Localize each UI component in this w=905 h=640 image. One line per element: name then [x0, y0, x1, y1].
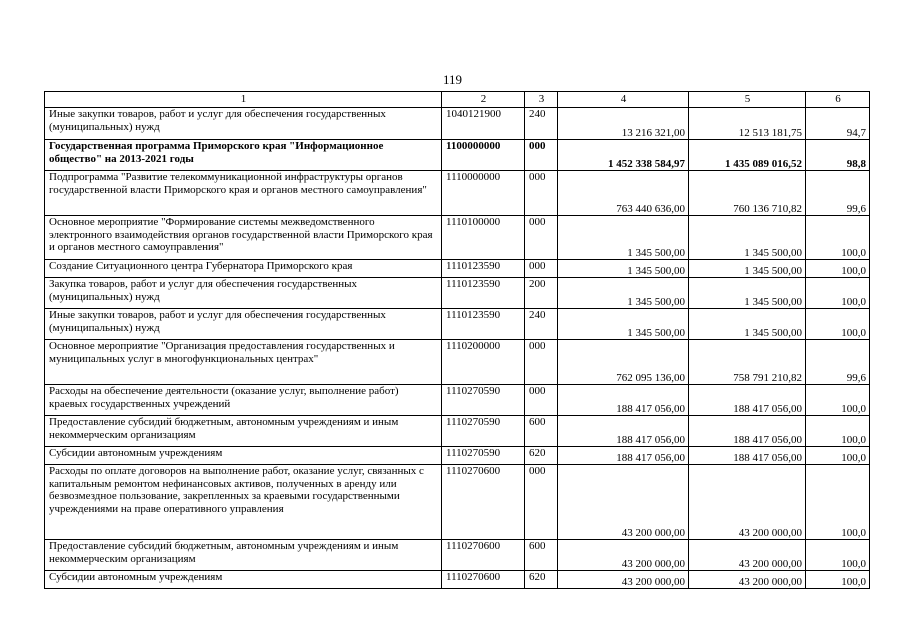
row-plan-cell: 43 200 000,00: [558, 540, 689, 571]
row-percent-cell: 100,0: [806, 571, 870, 589]
row-percent-cell: 94,7: [806, 108, 870, 140]
table-row: [45, 216, 870, 260]
row-type-cell: 000: [525, 216, 558, 260]
header-cell-2: 2: [442, 92, 525, 108]
row-percent-cell: 100,0: [806, 216, 870, 260]
row-fact-cell: 188 417 056,00: [689, 447, 806, 465]
row-type-cell: 000: [525, 260, 558, 278]
row-percent-cell: 98,8: [806, 140, 870, 171]
row-type-cell: 000: [525, 385, 558, 416]
row-percent-cell: 100,0: [806, 447, 870, 465]
header-cell-6: 6: [806, 92, 870, 108]
row-code-cell: 1110270590: [442, 385, 525, 416]
table-row: [45, 108, 870, 140]
row-percent-cell: 100,0: [806, 385, 870, 416]
header-row: [45, 92, 870, 108]
row-type-cell: 200: [525, 278, 558, 309]
row-name-cell: Субсидии автономным учреждениям: [45, 571, 442, 589]
row-plan-cell: 43 200 000,00: [558, 571, 689, 589]
row-code-cell: 1110270590: [442, 447, 525, 465]
row-fact-cell: 43 200 000,00: [689, 571, 806, 589]
row-name-cell: Закупка товаров, работ и услуг для обеспечения государственных (муниципальных) нужд: [45, 278, 442, 309]
row-type-cell: 000: [525, 465, 558, 540]
row-code-cell: 1110123590: [442, 260, 525, 278]
table-row: [45, 309, 870, 340]
row-code-cell: 1110000000: [442, 171, 525, 216]
row-plan-cell: 188 417 056,00: [558, 416, 689, 447]
row-percent-cell: 100,0: [806, 278, 870, 309]
row-name-cell: Подпрограмма "Развитие телекоммуникационной инфраструктуры органов государственной власти Приморского края и органов местного самоуправления": [45, 171, 442, 216]
row-type-cell: 000: [525, 340, 558, 385]
row-code-cell: 1100000000: [442, 140, 525, 171]
row-fact-cell: 1 345 500,00: [689, 309, 806, 340]
row-name-cell: Основное мероприятие "Формирование системы межведомственного электронного взаимодействия органов государственной власти Приморского края и органов местного самоуправления": [45, 216, 442, 260]
row-code-cell: 1110270600: [442, 465, 525, 540]
row-fact-cell: 188 417 056,00: [689, 416, 806, 447]
row-type-cell: 000: [525, 171, 558, 216]
row-code-cell: 1110270600: [442, 540, 525, 571]
row-plan-cell: 188 417 056,00: [558, 385, 689, 416]
row-name-cell: Расходы по оплате договоров на выполнение работ, оказание услуг, связанных с капитальным ремонтом нефинансовых активов, полученных в аренду или безвозмездное пользование, закрепленных за краевыми государственными учреждениями на праве оперативного управления: [45, 465, 442, 540]
table-row: [45, 340, 870, 385]
row-name-cell: Предоставление субсидий бюджетным, автономным учреждениям и иным некоммерческим организациям: [45, 416, 442, 447]
row-percent-cell: 100,0: [806, 416, 870, 447]
row-percent-cell: 99,6: [806, 340, 870, 385]
row-plan-cell: 1 345 500,00: [558, 260, 689, 278]
row-plan-cell: 763 440 636,00: [558, 171, 689, 216]
row-percent-cell: 100,0: [806, 260, 870, 278]
row-name-cell: Государственная программа Приморского края "Информационное общество" на 2013-2021 годы: [45, 140, 442, 171]
row-percent-cell: 99,6: [806, 171, 870, 216]
row-type-cell: 240: [525, 309, 558, 340]
row-type-cell: 620: [525, 571, 558, 589]
row-type-cell: 240: [525, 108, 558, 140]
table-row: [45, 140, 870, 171]
row-name-cell: Создание Ситуационного центра Губернатора Приморского края: [45, 260, 442, 278]
row-fact-cell: 188 417 056,00: [689, 385, 806, 416]
header-cell-1: 1: [45, 92, 442, 108]
table-row: [45, 571, 870, 589]
table-row: [45, 540, 870, 571]
row-fact-cell: 760 136 710,82: [689, 171, 806, 216]
row-code-cell: 1110123590: [442, 278, 525, 309]
row-type-cell: 600: [525, 416, 558, 447]
table-row: [45, 385, 870, 416]
row-fact-cell: 1 345 500,00: [689, 216, 806, 260]
row-fact-cell: 43 200 000,00: [689, 465, 806, 540]
row-plan-cell: 188 417 056,00: [558, 447, 689, 465]
row-name-cell: Иные закупки товаров, работ и услуг для обеспечения государственных (муниципальных) нужд: [45, 108, 442, 140]
row-code-cell: 1110270590: [442, 416, 525, 447]
header-cell-4: 4: [558, 92, 689, 108]
row-percent-cell: 100,0: [806, 465, 870, 540]
row-name-cell: Предоставление субсидий бюджетным, автономным учреждениям и иным некоммерческим организациям: [45, 540, 442, 571]
row-plan-cell: 762 095 136,00: [558, 340, 689, 385]
row-type-cell: 000: [525, 140, 558, 171]
row-name-cell: Субсидии автономным учреждениям: [45, 447, 442, 465]
table-row: [45, 260, 870, 278]
row-code-cell: 1110270600: [442, 571, 525, 589]
row-type-cell: 600: [525, 540, 558, 571]
table-row: [45, 465, 870, 540]
row-percent-cell: 100,0: [806, 540, 870, 571]
row-plan-cell: 1 345 500,00: [558, 216, 689, 260]
row-plan-cell: 13 216 321,00: [558, 108, 689, 140]
row-name-cell: Иные закупки товаров, работ и услуг для обеспечения государственных (муниципальных) нужд: [45, 309, 442, 340]
row-fact-cell: 1 435 089 016,52: [689, 140, 806, 171]
header-cell-5: 5: [689, 92, 806, 108]
row-name-cell: Основное мероприятие "Организация предоставления государственных и муниципальных услуг в многофункциональных центрах": [45, 340, 442, 385]
row-code-cell: 1040121900: [442, 108, 525, 140]
table-row: [45, 171, 870, 216]
row-code-cell: 1110100000: [442, 216, 525, 260]
row-fact-cell: 12 513 181,75: [689, 108, 806, 140]
row-name-cell: Расходы на обеспечение деятельности (оказание услуг, выполнение работ) краевых государственных учреждений: [45, 385, 442, 416]
page-number: 119: [442, 72, 463, 87]
row-plan-cell: 43 200 000,00: [558, 465, 689, 540]
table-body: [45, 92, 870, 589]
header-cell-3: 3: [525, 92, 558, 108]
row-code-cell: 1110123590: [442, 309, 525, 340]
table-row: [45, 416, 870, 447]
table-row: [45, 447, 870, 465]
table-row: [45, 278, 870, 309]
row-plan-cell: 1 452 338 584,97: [558, 140, 689, 171]
row-fact-cell: 1 345 500,00: [689, 278, 806, 309]
row-plan-cell: 1 345 500,00: [558, 278, 689, 309]
row-plan-cell: 1 345 500,00: [558, 309, 689, 340]
row-fact-cell: 758 791 210,82: [689, 340, 806, 385]
row-code-cell: 1110200000: [442, 340, 525, 385]
budget-table: [44, 91, 870, 589]
row-type-cell: 620: [525, 447, 558, 465]
row-percent-cell: 100,0: [806, 309, 870, 340]
row-fact-cell: 1 345 500,00: [689, 260, 806, 278]
row-fact-cell: 43 200 000,00: [689, 540, 806, 571]
